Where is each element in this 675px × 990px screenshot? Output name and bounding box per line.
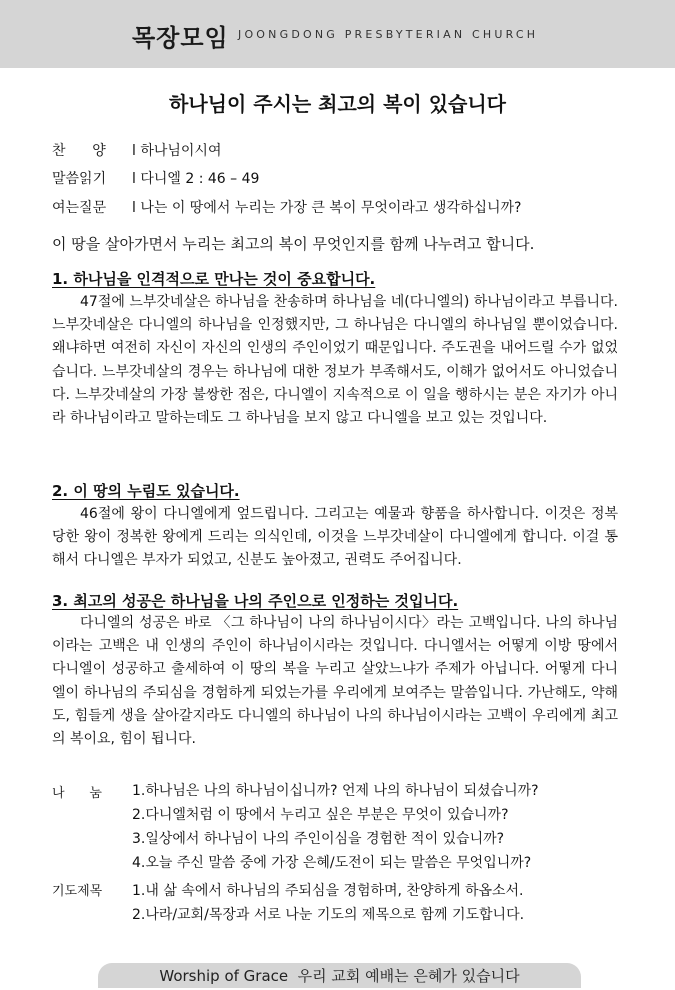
- section-heading-3: 3. 최고의 성공은 하나님을 나의 주인으로 인정하는 것입니다.: [52, 592, 459, 610]
- section-body-3: 다니엘의 성공은 바로 〈그 하나님이 나의 하나님이시다〉라는 고백입니다. 나의 하나님이라는 고백은 내 인생의 주인이 하나님이시라는 것입니다. 다니엘서는 어떻게 이방 땅에서 다니엘이 성공하고 출세하여 이 땅의 복을 누리고 살았느냐가 주제가 아닙니다. 어떻게 다니엘이 하나님의 주되심을 경험하게 되었는가를 우리에게 보여주는 말씀입니다. 가난해도, 약해도, 힘들게 생을 살아갈지라도 다니엘의 하나님이 나의 하나님이시라는 고백이 우리에게 최고의 복이요, 힘이 됩니다.: [52, 615, 618, 748]
- prayer-item: 1.내 삶 속에서 하나님의 주되심을 경험하며, 찬양하게 하옵소서.: [132, 883, 524, 899]
- header-bar: [0, 0, 675, 68]
- meta-value: l 나는 이 땅에서 누리는 가장 큰 복이 무엇이라고 생각하십니까?: [132, 200, 522, 216]
- meta-value: l 하나님이시여: [132, 143, 222, 159]
- church-name: JOONGDONG PRESBYTERIAN CHURCH: [238, 28, 539, 41]
- meta-opening-question: [52, 197, 521, 217]
- meta-value: l 다니엘 2 : 46 – 49: [132, 171, 260, 187]
- meta-reading: [52, 168, 259, 188]
- discussion-item: 1.하나님은 나의 하나님이십니까? 언제 나의 하나님이 되셨습니까?: [132, 783, 539, 799]
- intro-text: 이 땅을 살아가면서 누리는 최고의 복이 무엇인지를 함께 나누려고 합니다.: [52, 235, 535, 253]
- discussion-item: 3.일상에서 하나님이 나의 주인이심을 경험한 적이 있습니까?: [132, 831, 505, 847]
- discussion-label: 나 눔: [52, 786, 102, 801]
- prayer-item: 2.나라/교회/목장과 서로 나눈 기도의 제목으로 함께 기도합니다.: [132, 907, 525, 923]
- meta-label: 여는질문: [52, 200, 107, 216]
- section-body-1: 47절에 느부갓네살은 하나님을 찬송하며 하나님을 네(다니엘의) 하나님이라고 부릅니다. 느부갓네살은 다니엘의 하나님을 인정했지만, 그 하나님은 다니엘의 하나님일 뿐이었습니다. 왜냐하면 여전히 자신이 자신의 인생의 주인이었기 때문입니다. 주도권을 내어드릴 수가 없었습니다. 느부갓네살의 경우는 하나님에 대한 정보가 부족해서도, 이해가 없어서도 아니었습니다. 느부갓네살의 가장 불쌍한 점은, 다니엘이 지속적으로 이 일을 행하시는 분은 자기가 아니라 하나님이라고 말하는데도 그 하나님을 보지 않고 다니엘을 보고 있는 것입니다.: [52, 294, 618, 427]
- discussion-item: 4.오늘 주신 말씀 중에 가장 은혜/도전이 되는 말씀은 무엇입니까?: [132, 855, 532, 871]
- section-body-2: 46절에 왕이 다니엘에게 엎드립니다. 그리고는 예물과 향품을 하사합니다. 이것은 정복당한 왕이 정복한 왕에게 드리는 의식인데, 이것을 느부갓네살이 다니엘에게 합니다. 이걸 통해서 다니엘은 부자가 되었고, 신분도 높아졌고, 권력도 주어집니다.: [52, 506, 618, 569]
- brand-title: 목장모임: [132, 24, 229, 52]
- section-heading-2: 2. 이 땅의 누림도 있습니다.: [52, 482, 240, 500]
- prayer-label: 기도제목: [52, 884, 103, 899]
- section-heading-1: 1. 하나님을 인격적으로 만나는 것이 중요합니다.: [52, 270, 376, 288]
- discussion-item: 2.다니엘처럼 이 땅에서 누리고 싶은 부분은 무엇이 있습니까?: [132, 807, 509, 823]
- meta-label: 찬 양: [52, 143, 106, 159]
- meta-label: 말씀읽기: [52, 171, 107, 187]
- footer-banner: Worship of Grace 우리 교회 예배는 은혜가 있습니다: [98, 963, 581, 988]
- page-title: 하나님이 주시는 최고의 복이 있습니다: [169, 92, 506, 116]
- meta-hymn: [52, 140, 221, 160]
